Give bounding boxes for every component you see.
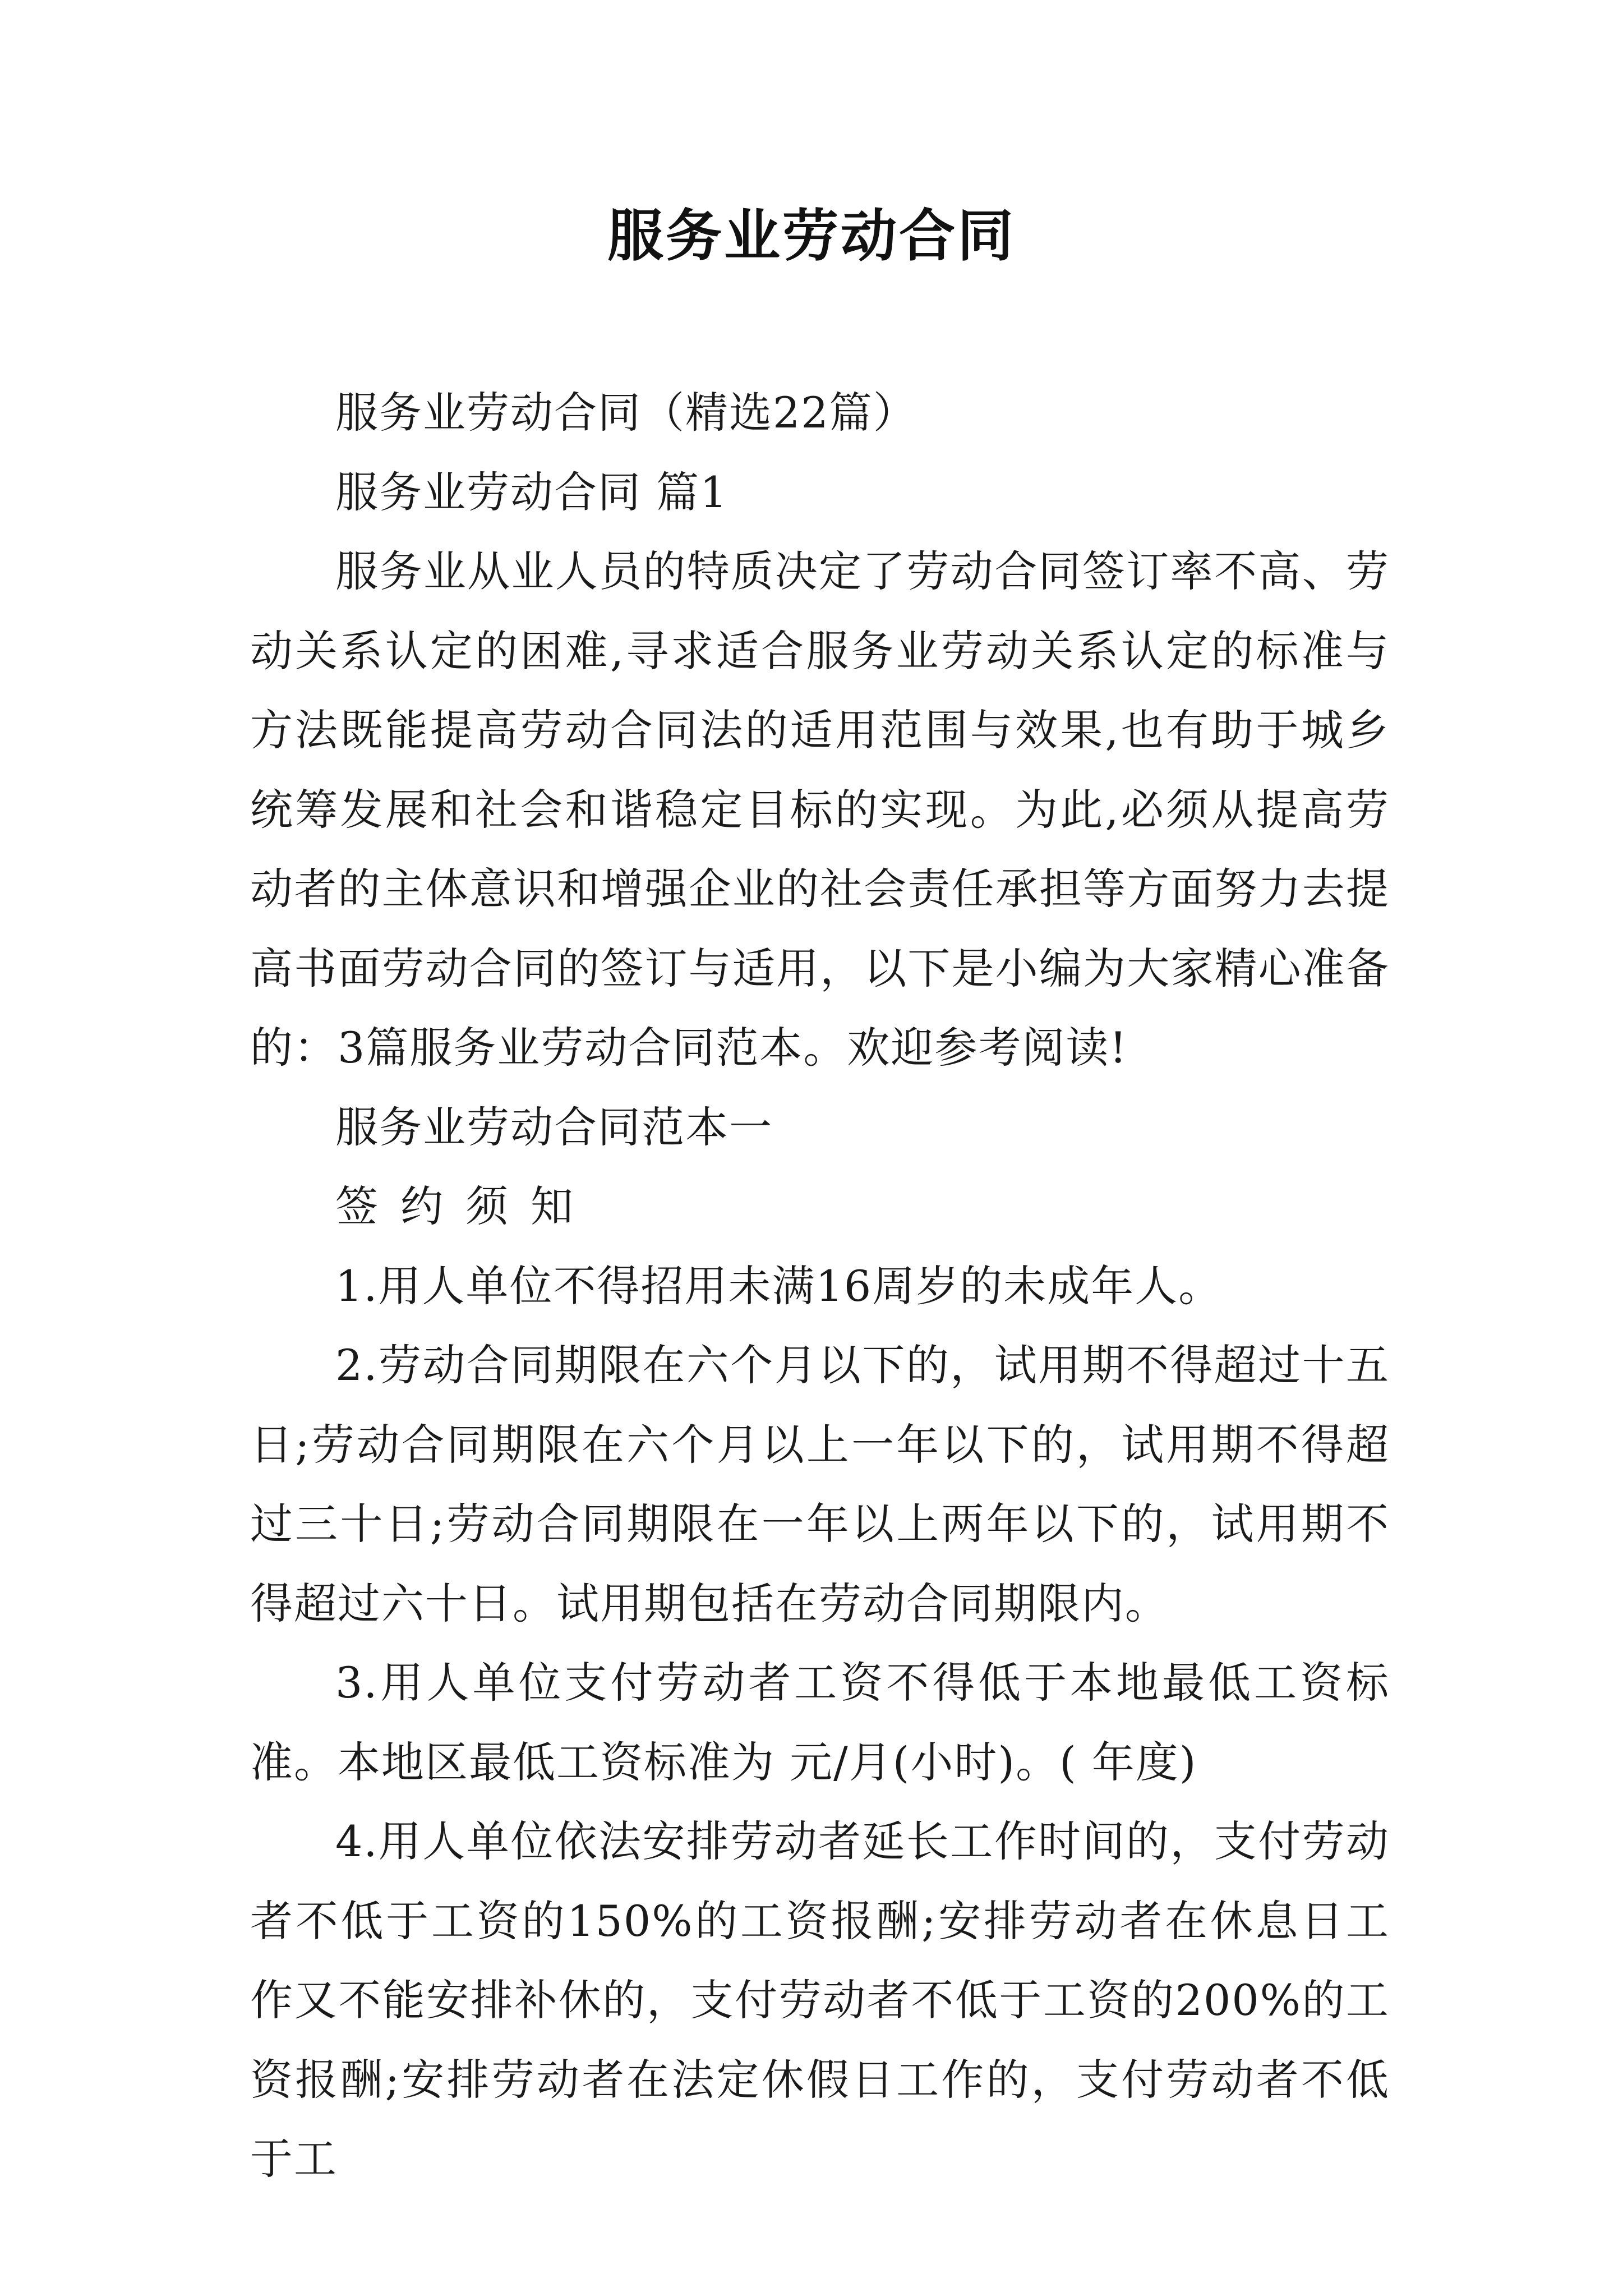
intro-paragraph: 服务业从业人员的特质决定了劳动合同签订率不高、劳动关系认定的困难,寻求适合服务业劳动关系认定的标准与方法既能提高劳动合同法的适用范围与效果,也有助于城乡统筹发展和社会和谐稳定目标的实现。为此,必须从提高劳动者的主体意识和增强企业的社会责任承担等方面努力去提高书面劳动合同的签订与适用，以下是小编为大家精心准备的：3篇服务业劳动合同范本。欢迎参考阅读! — [250, 546, 1390, 1073]
section-heading: 服务业劳动合同 篇1 — [335, 467, 728, 517]
clause-1: 1.用人单位不得招用未满16周岁的未成年人。 — [335, 1260, 1223, 1311]
document-body — [250, 373, 1390, 2199]
clause-4: 4.用人单位依法安排劳动者延长工作时间的，支付劳动者不低于工资的150%的工资报酬;安排劳动者在休息日工作又不能安排补休的，支付劳动者不低于工资的200%的工资报酬;安排劳动者在法定休假日工作的，支付劳动者不低于工 — [250, 1816, 1390, 2184]
notice-heading: 签约须知 — [335, 1181, 596, 1231]
document-title: 服务业劳动合同 — [607, 203, 1016, 269]
template-heading: 服务业劳动合同范本一 — [335, 1102, 773, 1152]
subtitle-paragraph: 服务业劳动合同（精选22篇） — [335, 388, 917, 438]
clause-3: 3.用人单位支付劳动者工资不得低于本地最低工资标准。本地区最低工资标准为 元/月(小时)。( 年度) — [250, 1658, 1390, 1787]
clause-2: 2.劳动合同期限在六个月以下的，试用期不得超过十五日;劳动合同期限在六个月以上一年以下的，试用期不得超过三十日;劳动合同期限在一年以上两年以下的，试用期不得超过六十日。试用期包括在劳动合同期限内。 — [250, 1340, 1390, 1628]
